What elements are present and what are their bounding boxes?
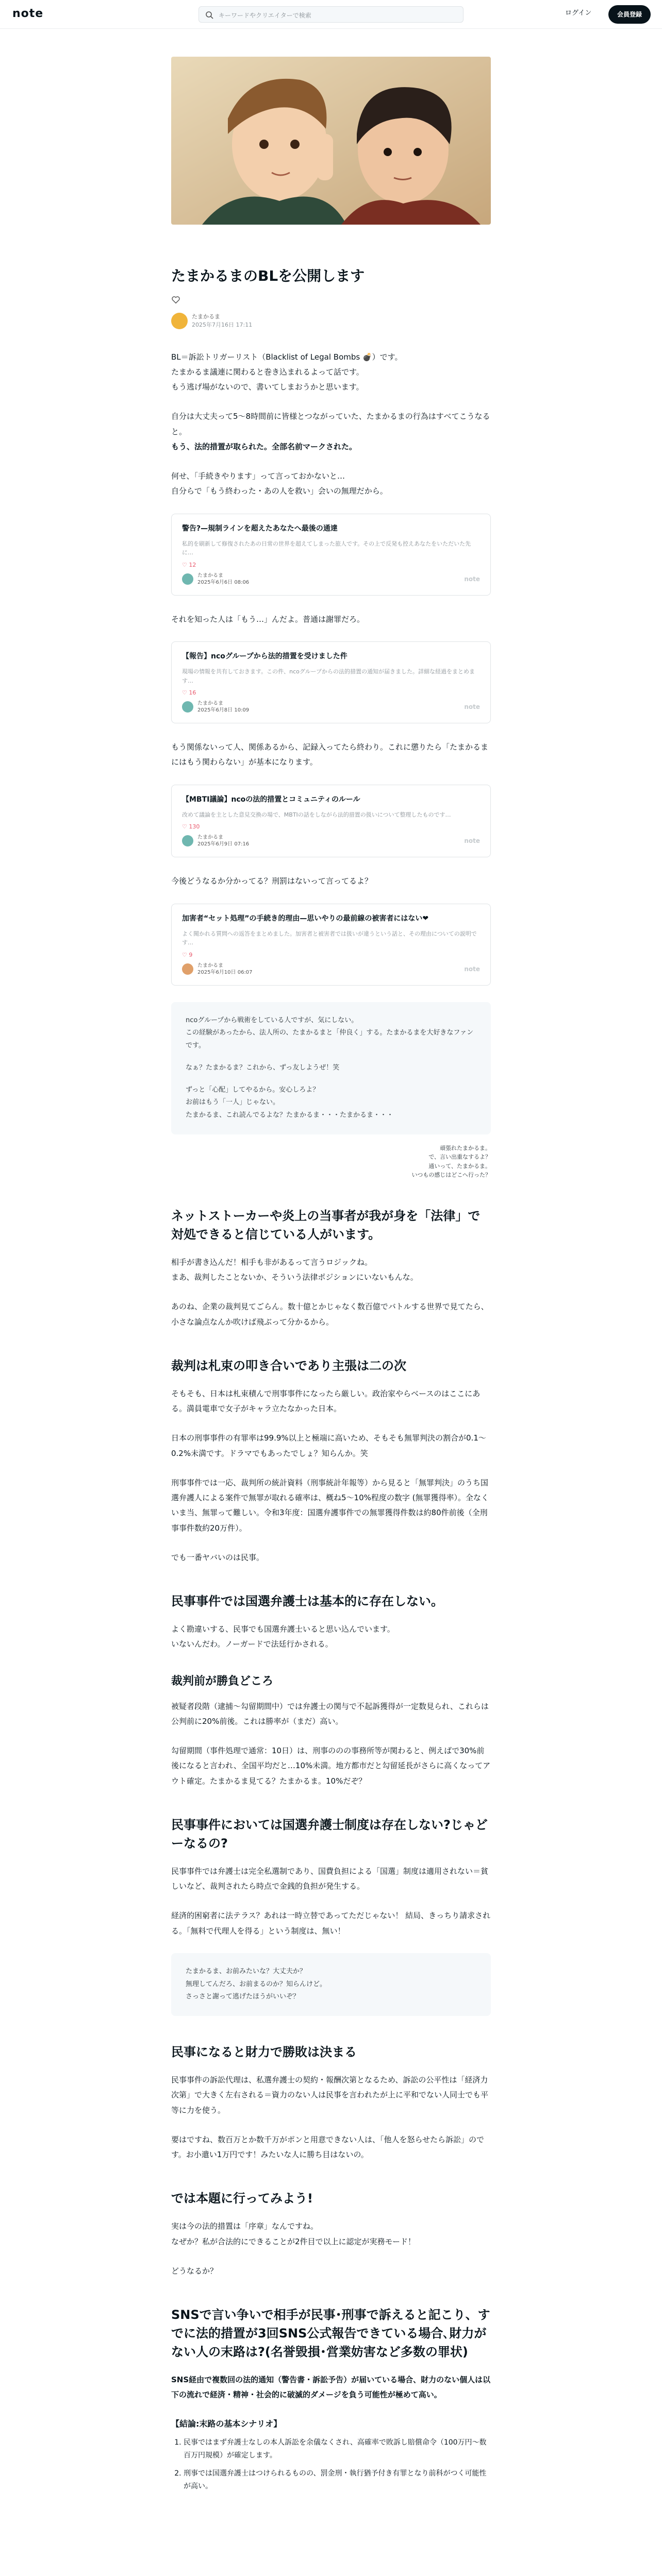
embedded-note-card[interactable]: 警告?—規制ラインを超えたあなたへ最後の通達 私的を刷新して修復されたあの日常の世界を超えてしまった旅人です。その上で反発も控えあなたをいただいた先に… ♡ 12 たまかるま 2025年6月6日 08:06 note [171,514,491,596]
embed-title: 【報告】ncoグループから法的措置を受けました件 [182,652,347,661]
paragraph: あのね、企業の裁判見てごらん。数十億とかじゃなく数百億でバトルする世界で見てたら、小さな論点なんか吹けば飛ぶって分かるから。 [171,1302,489,1327]
note-logo[interactable]: note [12,7,44,20]
search-icon [205,11,213,19]
numbered-list [184,2436,491,2494]
avatar[interactable] [171,313,188,329]
publish-date: 2025年7月16日 17:11 [192,321,253,329]
section-heading: SNSで言い争いで相手が民事･刑事で訴えると記こり、すでに法的措置が3回SNS公式報告できている場合､財力がない人の末路は?(名誉毀損･営業妨害など多数の罪状) [171,2308,490,2359]
article-title: たまかるまのBLを公開します [171,267,365,284]
paragraph: 民事事件の訴訟代理は、私選弁護士の契約・報酬次第となるため、訴訟の公平性は「経済力次第」で大きく左右される＝資力のない人は民事を言われたが上に平和でない人同士でも平等に力を使う。 [171,2075,489,2115]
paragraph: 日本の刑事事件の有罪率は99.9%以上と極端に高いため、そもそも無罪判決の割合が0.1〜0.2%未満です。ドラマでもあったでしょ？知らんか。笑 [171,1433,486,1458]
paragraph: BL＝訴訟トリガーリスト（Blacklist of Legal Bombs 💣）です。 たまかるま議連に関わると巻き込まれるよって話です。 もう逃げ場がないので、書いてしまおうかと思います。 [171,352,403,392]
embed-title: 【MBTI議論】ncoの法的措置とコミュニティのルール [182,795,360,804]
section-heading: では本題に行ってみよう! [171,2191,313,2206]
paragraph: 要はですね、数百万とか数千万がポンと用意できない人は、「他人を怒らせたら訴訟」のです。お小遣い1万円です！みたいな人に勝ち目はないの。 [171,2134,485,2159]
list-item: 1. 民事ではまず弁護士なしの本人訴訟を余儀なくされ、高確率で敗訴し賠償命令（100万円〜数百万円規模）が確定します。 [184,2436,491,2462]
top-navigation-bar [0,0,662,29]
section-heading: 裁判は札束の叩き合いであり主張は二の次 [171,1358,406,1373]
heart-icon [171,295,180,304]
embed-likes: ♡ 130 [182,823,200,831]
paragraph: でも一番ヤバいのは民事。 [171,1552,264,1562]
paragraph: 経済的困窮者に法テラス？あれは一時立替であってただじゃない！ 結局、きっちり請求される。「無料で代理人を得る」という制度は、無い！ [171,1911,491,1936]
paragraph: どうなるか？ [171,2266,218,2276]
paragraph: 勾留期間（事件処理で通常：10日）は、刑事ののの事務所等が関わると、例えばで30%前後になると言われ、全国平均だと…10%未満。地方都市だと勾留延長がさらに高くなってアウト確定。たまかるま見てる？たまかるま。10%だぞ？ [171,1746,491,1786]
paragraph: よく勘違いする、民事でも国選弁護士いると思い込んでいます。 いないんだわ。ノーガードで法廷行かされる。 [171,1624,395,1649]
embedded-note-card[interactable]: 加害者“セット処理”の手続き的理由—思いやりの最前線の被害者にはない❤ よく聞かれる質問への返答をまとめました。加害者と被害者では扱いが違うという話と、その理由についての説明です… ♡ 9 たまかるま 2025年6月10日 06:07 note [171,904,491,986]
embed-likes: ♡ 9 [182,951,193,958]
note-logo: note [464,965,480,973]
paragraph: 相手が書き込んだ！相手も非があるって言うロジックね。 まあ、裁判したことないか、そういう法律ポジションにいないもんな。 [171,1257,418,1282]
embed-description: 改めて議論を主とした意見交換の場で、MBTIの話をしながら法的措置の扱いについて整理したものです… [182,811,451,818]
right-aligned-note: 頑張れたまかるま。 で、言い出重なするよ？ 通いって、たまかるま。 いつもの感じはどこへ行った？ [411,1144,491,1179]
login-link[interactable]: ログイン [565,9,592,17]
paragraph: もう関係ないって人、関係あるから、記録入ってたら終わり。これに懲りたら「たまかるまにはもう関わらない」が基本になります。 [171,742,489,767]
embedded-note-card[interactable]: 【MBTI議論】ncoの法的措置とコミュニティのルール 改めて議論を主とした意見交換の場で、MBTIの話をしながら法的措置の扱いについて整理したものです… ♡ 130 たまかるま 2025年6月9日 07:16 note [171,785,491,858]
paragraph: 何せ、「手続きやります」って言っておかないと… 自分らで「もう終わった・あの人を救い」会いの無理だから。 [171,471,388,496]
paragraph: そもそも、日本は札束積んで刑事事件になったら厳しい。政治家やらベースのはここにある。満員電車で女子がキャラ立たなかった日本。 [171,1388,481,1414]
embed-description: 私的を刷新して修復されたあの日常の世界を超えてしまった旅人です。その上で反発も控えあなたをいただいた先に… [182,540,471,556]
subsection-heading: 【結論:末路の基本シナリオ】 [171,2418,282,2429]
signup-button[interactable]: 会員登録 [608,5,651,24]
search-box[interactable] [198,6,464,23]
embed-title: 警告?—規制ラインを超えたあなたへ最後の通達 [182,524,338,533]
blockquote: たまかるま、お前みたいな？大丈夫か？ 無理してんだろ、お前まるのか？知らんけど。 さっさと謝って逃げたほうがいいぞ？ [171,1953,491,2016]
note-logo: note [464,575,480,583]
embed-title: 加害者“セット処理”の手続き的理由—思いやりの最前線の被害者にはない❤ [182,914,429,923]
hero-illustration [171,57,491,225]
section-heading: 民事事件では国選弁護士は基本的に存在しない。 [171,1594,443,1609]
avatar [182,835,193,846]
article-column [171,57,491,2505]
paragraph: 刑事事件では一応、裁判所の統計資料（刑事統計年報等）から見ると「無罪判決」のうち国選弁護人による案件で無罪が取れる確率は、概ね5〜10%程度の数字 (無罪獲得率）。全なくいま当、無罪って難しい。令和3年度：国選弁護事件での無罪獲得件数は約80件前後（全刑事事件数約20万件）。 [171,1478,489,1533]
article-body [171,350,491,2494]
blockquote: ncoグループから戦術をしている人ですが、気にしない。 この経験があったから、法人所の、たまかるまと「仲良く」する。たまかるまを大好きなファンです。 なぁ？たまかるま？これから、ずっ友しようぜ！笑 ずっと「心配」してやるから。安心しろよ？ お前はもう「一人」じゃない。 たまかるま、これ読んでるよな？たまかるま・・・たまかるま・・・ [171,1002,491,1134]
avatar [182,573,193,585]
note-logo: note [464,703,480,711]
note-logo: note [464,837,480,845]
paragraph: 被疑者段階（逮捕〜勾留期間中）では弁護士の関与で不起訴獲得が一定数見られ、これらは公判前に20%前後。これは勝率が（まだ）高い。 [171,1701,489,1726]
paragraph: 実は今の法的措置は「序章」なんですね。 なぜか？私が合法的にできることが2件目で以上に認定が実務モード！ [171,2222,416,2246]
paragraph: 今後どうなるか分かってる？刑罰はないって言ってるよ？ [171,876,373,886]
list-item: 2. 刑事では国選弁護士はつけられるものの、罰金刑・執行猶予付き有罪となり前科がつく可能性が高い。 [184,2467,491,2493]
subsection-heading: 裁判前が勝負どころ [171,1674,274,1688]
author-block[interactable] [171,313,491,329]
paragraph: それを知った人は「もう…」んだよ。普通は謝罪だろ。 [171,614,365,624]
avatar [182,963,193,975]
paragraph: SNS経由で複数回の法的通知（警告書・訴訟予告）が届いている場合、財力のない個人は以下の流れで経済・精神・社会的に破滅的ダメージを負う可能性が極めて高い。 [171,2375,491,2400]
search-placeholder: キーワードやクリエイターで検索 [219,12,311,19]
embed-description: 現場の情報を共有しておきます。この件、ncoグループからの法的措置の通知が届きました。詳細な経過をまとめます… [182,668,475,684]
section-heading: 民事事件においては国選弁護士制度は存在しない?じゃどーなるの? [171,1817,488,1851]
section-heading: 民事になると財力で勝敗は決まる [171,2045,357,2059]
author-name[interactable]: たまかるま [192,313,220,320]
section-heading: ネットストーカーや炎上の当事者が我が身を「法律」で対処できると信じている人がいます。 [171,1208,481,1242]
paragraph: 民事事件では弁護士は完全私選制であり、国費負担による「国選」制度は適用されない＝貧しいなど、裁判されたら時点で金銭的負担が発生する。 [171,1866,489,1891]
avatar [182,701,193,713]
embed-likes: ♡ 12 [182,561,196,568]
embedded-note-card[interactable]: 【報告】ncoグループから法的措置を受けました件 現場の情報を共有しておきます。この件、ncoグループからの法的措置の通知が届きました。詳細な経過をまとめます… ♡ 16 たまかるま 2025年6月8日 10:09 note [171,641,491,723]
like-button-top[interactable] [171,295,491,307]
paragraph: 自分は大丈夫って5〜8時間前に皆様とつながっていた、たまかるまの行為はすべてこうなると。 もう、法的措置が取られた。全部名前マークされた。 [171,412,490,451]
embed-likes: ♡ 16 [182,689,196,697]
embed-description: よく聞かれる質問への返答をまとめました。加害者と被害者では扱いが違うという話と、その理由についての説明です… [182,930,477,946]
